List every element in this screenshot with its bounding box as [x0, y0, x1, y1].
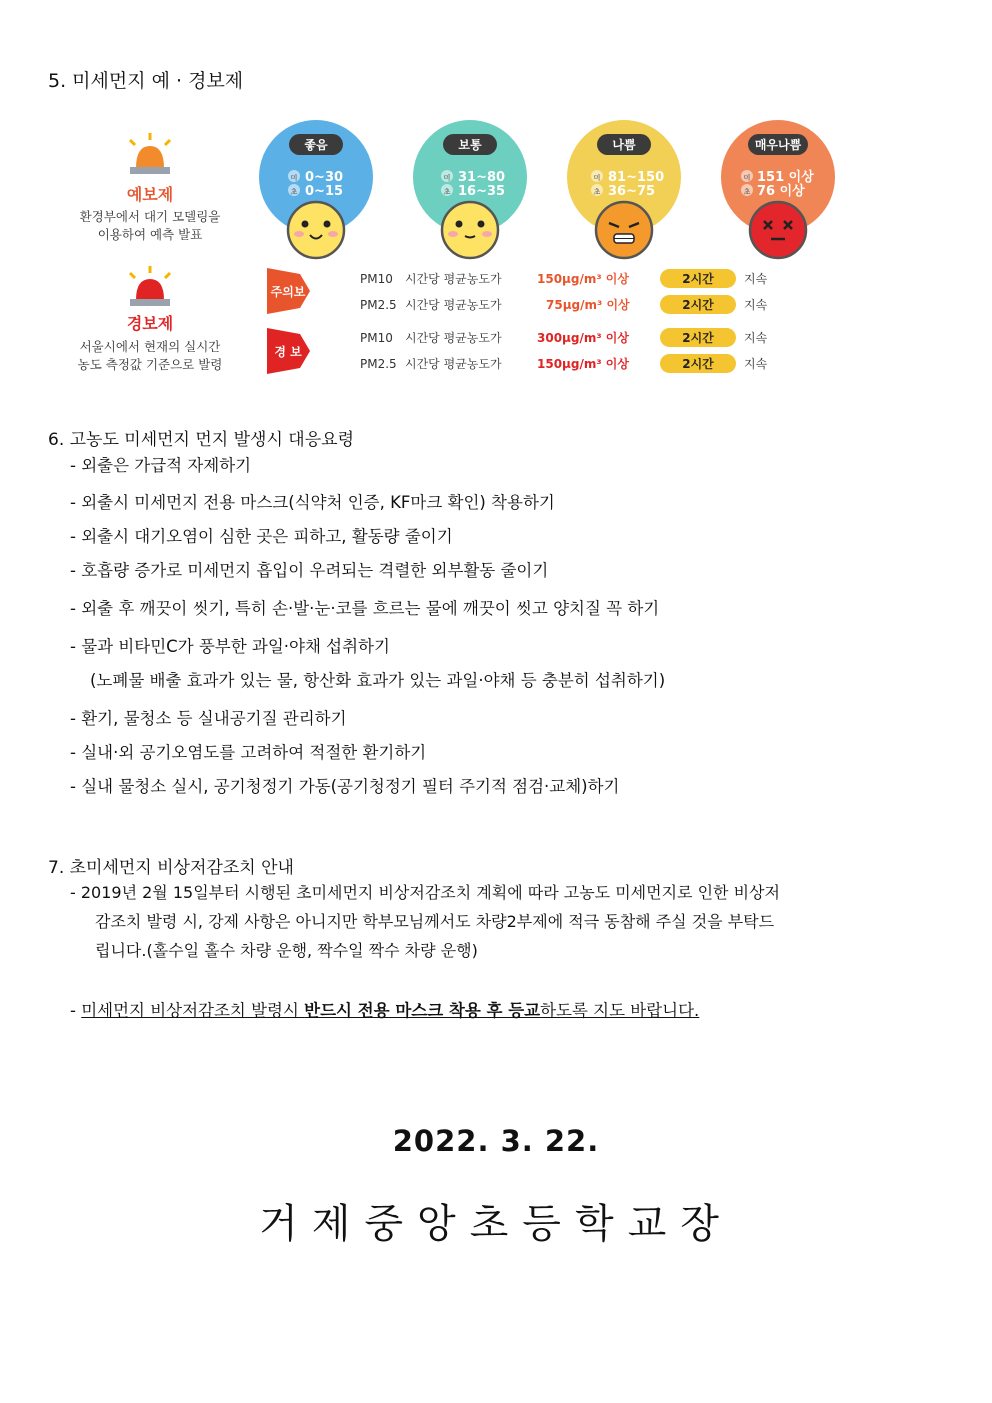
- svg-text:300μg/m³ 이상: 300μg/m³ 이상: [537, 331, 629, 345]
- svg-text:주의보: 주의보: [270, 285, 306, 299]
- level-name: 좋음: [304, 138, 328, 152]
- svg-text:75μg/m³ 이상: 75μg/m³ 이상: [546, 298, 630, 312]
- paragraph-line: 감조치 발령 시, 강제 사항은 아니지만 학부모님께서도 차량2부제에 적극 동참해 주실 것을 부탁드: [95, 912, 775, 931]
- svg-text:미: 미: [443, 174, 451, 182]
- warning-badge: [267, 328, 310, 374]
- neutral-face-icon: [442, 202, 498, 258]
- list-item-note: (노폐물 배출 효과가 있는 물, 항산화 효과가 있는 과일·야채 등 충분히 섭취하기): [90, 671, 666, 690]
- list-item: - 외출 후 깨끗이 씻기, 특히 손·발·눈·코를 흐르는 물에 깨끗이 씻고 양치질 꼭 하기: [70, 599, 660, 618]
- advisory-badge: [267, 268, 310, 314]
- alert-row: [360, 354, 768, 373]
- pm10-range: 81~150: [608, 170, 665, 185]
- svg-text:2시간: 2시간: [682, 331, 714, 345]
- pm10-range: 151 이상: [757, 170, 814, 185]
- smiling-face-icon: [288, 202, 344, 258]
- level-name: 나쁨: [612, 138, 636, 152]
- alert-row: [360, 328, 768, 347]
- notice-text-c: 하도록 지도 바랍니다.: [540, 1001, 700, 1020]
- notice-dash: -: [70, 1001, 82, 1020]
- svg-text:미: 미: [290, 174, 298, 182]
- svg-text:150μg/m³ 이상: 150μg/m³ 이상: [537, 272, 629, 286]
- svg-text:PM10: PM10: [360, 331, 393, 345]
- list-item: - 외출시 미세먼지 전용 마스크(식약처 인증, KF마크 확인) 착용하기: [70, 493, 555, 512]
- level-good: [259, 120, 373, 258]
- pm25-range: 36~75: [608, 184, 656, 199]
- frowning-face-icon: [596, 202, 652, 258]
- forecast-desc-1: 환경부에서 대기 모델링을: [79, 209, 221, 224]
- notice-text-bold: 반드시 전용 마스크 착용 후 등교: [304, 1001, 541, 1020]
- warning-desc-1: 서울시에서 현재의 실시간: [79, 339, 221, 354]
- svg-text:지속: 지속: [744, 272, 768, 286]
- svg-text:초: 초: [290, 188, 298, 196]
- svg-text:지속: 지속: [744, 357, 768, 371]
- forecast-siren-icon: [130, 133, 170, 174]
- document-date: 2022. 3. 22.: [392, 1124, 600, 1158]
- level-name: 매우나쁨: [754, 138, 802, 152]
- pm10-range: 31~80: [458, 170, 506, 185]
- paragraph-line: 립니다.(홀수일 홀수 차량 운행, 짝수일 짝수 차량 운행): [95, 941, 478, 960]
- svg-text:2시간: 2시간: [682, 272, 714, 286]
- svg-text:시간당 평균농도가: 시간당 평균농도가: [405, 298, 502, 312]
- level-normal: [413, 120, 527, 258]
- air-quality-infographic: [60, 128, 814, 380]
- notice-text-a: 미세먼지 비상저감조치 발령시: [81, 1001, 305, 1020]
- svg-text:PM2.5: PM2.5: [360, 298, 397, 312]
- forecast-label: 예보제: [126, 185, 174, 204]
- svg-text:PM10: PM10: [360, 272, 393, 286]
- svg-text:초: 초: [593, 188, 601, 196]
- level-bad: [567, 120, 681, 258]
- alert-row: [360, 269, 768, 288]
- svg-text:PM2.5: PM2.5: [360, 357, 397, 371]
- svg-text:초: 초: [443, 188, 451, 196]
- level-name: 보통: [458, 138, 482, 152]
- svg-text:150μg/m³ 이상: 150μg/m³ 이상: [537, 357, 629, 371]
- section-5-title: 5. 미세먼지 예 · 경보제: [48, 70, 244, 92]
- svg-text:미: 미: [593, 174, 601, 182]
- pm25-range: 0~15: [305, 184, 344, 199]
- paragraph-line: - 2019년 2월 15일부터 시행된 초미세먼지 비상저감조치 계획에 따라 고농도 미세먼지로 인한 비상저: [70, 883, 780, 902]
- list-item: - 외출은 가급적 자제하기: [70, 456, 252, 475]
- svg-text:2시간: 2시간: [682, 357, 714, 371]
- alert-row: [360, 295, 768, 314]
- svg-text:지속: 지속: [744, 298, 768, 312]
- pm25-range: 16~35: [458, 184, 506, 199]
- svg-text:경 보: 경 보: [274, 345, 302, 359]
- svg-text:초: 초: [743, 188, 751, 196]
- svg-text:지속: 지속: [744, 331, 768, 345]
- pm10-range: 0~30: [305, 170, 344, 185]
- school-principal: 거제중앙초등학교장: [259, 1201, 733, 1247]
- forecast-desc-2: 이용하여 예측 발표: [97, 227, 203, 242]
- list-item: - 호흡량 증가로 미세먼지 흡입이 우려되는 격렬한 외부활동 줄이기: [70, 561, 549, 580]
- pm25-range: 76 이상: [757, 184, 805, 199]
- section-7-title: 7. 초미세먼지 비상저감조치 안내: [48, 858, 294, 878]
- svg-text:미: 미: [743, 174, 751, 182]
- svg-text:시간당 평균농도가: 시간당 평균농도가: [405, 357, 502, 371]
- sick-face-icon: [750, 202, 806, 258]
- warning-desc-2: 농도 측정값 기준으로 발령: [77, 357, 223, 372]
- list-item: - 외출시 대기오염이 심한 곳은 피하고, 활동량 줄이기: [70, 527, 453, 546]
- warning-siren-icon: [130, 266, 170, 306]
- section-6-title: 6. 고농도 미세먼지 먼지 발생시 대응요령: [48, 430, 354, 450]
- notice-line: [70, 997, 699, 1021]
- warning-label: 경보제: [126, 314, 174, 333]
- level-very-bad: [721, 120, 835, 258]
- svg-text:2시간: 2시간: [682, 298, 714, 312]
- list-item: - 실내 물청소 실시, 공기청정기 가동(공기청정기 필터 주기적 점검·교체)하기: [70, 777, 620, 796]
- svg-text:시간당 평균농도가: 시간당 평균농도가: [405, 272, 502, 286]
- list-item: - 환기, 물청소 등 실내공기질 관리하기: [70, 709, 347, 728]
- svg-text:시간당 평균농도가: 시간당 평균농도가: [405, 331, 502, 345]
- list-item: - 실내·외 공기오염도를 고려하여 적절한 환기하기: [70, 743, 427, 762]
- list-item: - 물과 비타민C가 풍부한 과일·야채 섭취하기: [70, 637, 390, 656]
